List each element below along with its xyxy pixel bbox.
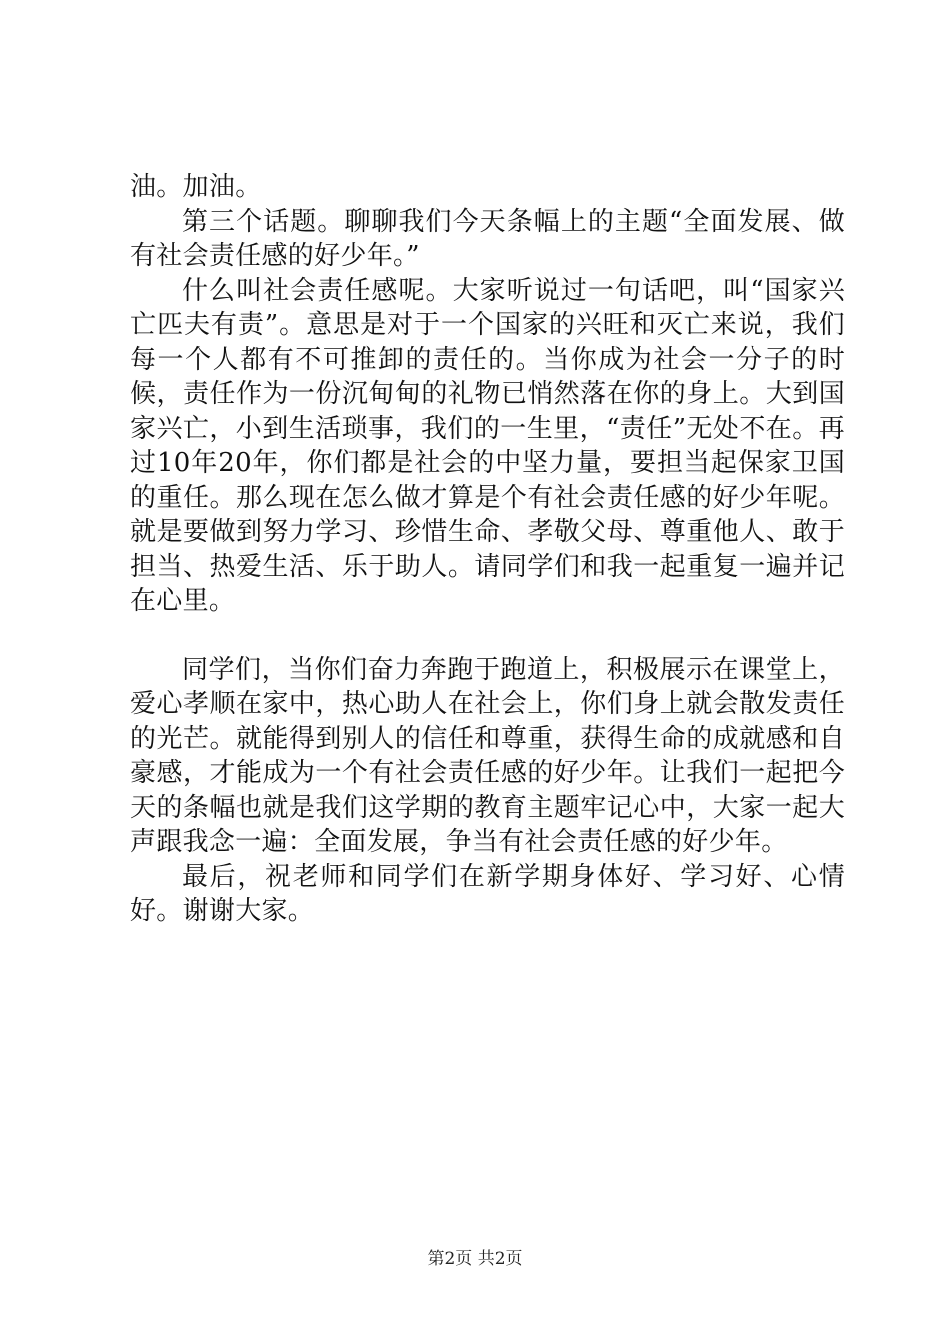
paragraph-students: 同学们，当你们奋力奔跑于跑道上，积极展示在课堂上，爱心孝顺在家中，热心助人在社会上，你们身上就会散发责任的光芒。就能得到别人的信任和尊重，获得生命的成就感和自豪感，才能成为一个有社会责任感的好少年。让我们一起把今天的条幅也就是我们这学期的教育主题牢记心中，大家一起大声跟我念一遍：全面发展，争当有社会责任感的好少年。	[130, 654, 845, 857]
paragraph-spacer	[130, 619, 845, 653]
paragraph-closing: 最后，祝老师和同学们在新学期身体好、学习好、心情好。谢谢大家。	[130, 861, 845, 926]
paragraph-social-responsibility: 什么叫社会责任感呢。大家听说过一句话吧，叫“国家兴亡匹夫有责”。意思是对于一个国家的兴旺和灭亡来说，我们每一个人都有不可推卸的责任的。当你成为社会一分子的时候，责任作为一份沉甸甸的礼物已悄然落在你的身上。大到国家兴亡，小到生活琐事，我们的一生里，“责任”无处不在。再过10年20年，你们都是社会的中坚力量，要担当起保家卫国的重任。那么现在怎么做才算是个有社会责任感的好少年呢。就是要做到努力学习、珍惜生命、孝敬父母、尊重他人、敢于担当、热爱生活、乐于助人。请同学们和我一起重复一遍并记在心里。	[130, 275, 845, 616]
page-number-footer: 第2页 共2页	[427, 1249, 523, 1269]
paragraph-third-topic: 第三个话题。聊聊我们今天条幅上的主题“全面发展、做有社会责任感的好少年。”	[130, 206, 845, 271]
document-body	[130, 170, 845, 929]
paragraph-continuation: 油。加油。	[130, 172, 262, 202]
